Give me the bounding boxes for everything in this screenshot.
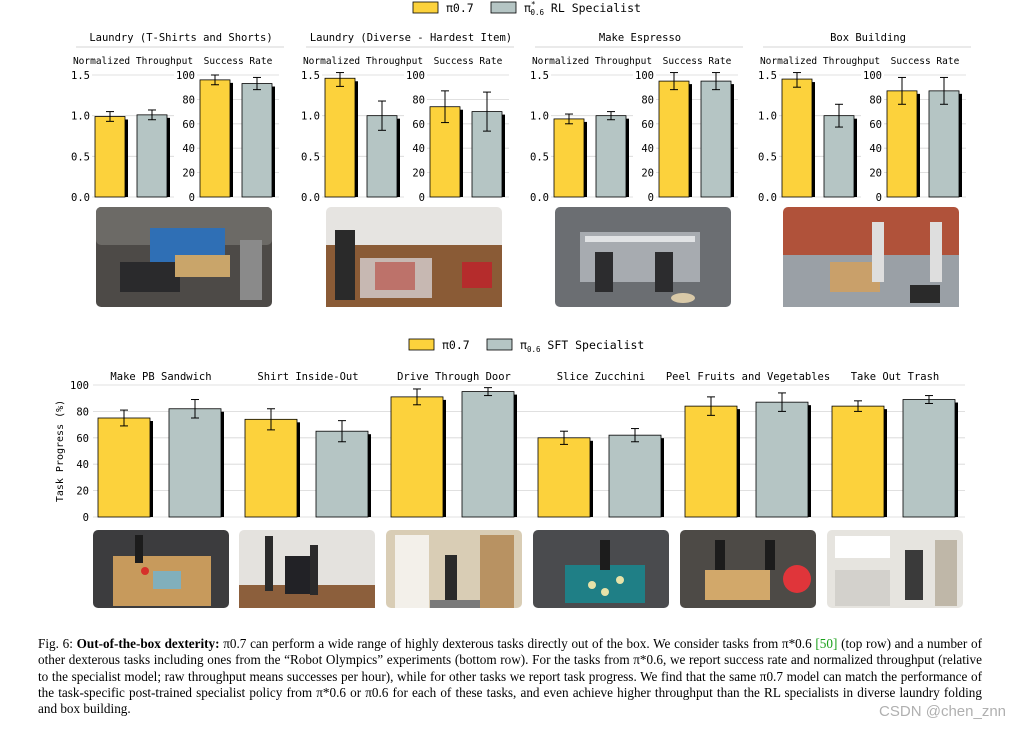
task-bar-3-0 [538,438,590,517]
task-bar-2-1 [462,392,514,517]
tick-label: 0 [82,512,89,524]
task-bar-5-1 [903,400,955,517]
bar-2-1-0 [659,81,689,197]
task-bar-3-1 [609,435,661,517]
tick-label: 1.0 [530,110,549,123]
bar-1-0-0 [325,78,355,197]
photo-box-building [783,207,959,307]
tick-label: 100 [406,70,425,82]
bottom-legend [409,338,644,354]
photo-laundry-tshirts [96,207,272,307]
subplot-label-0-0: Normalized Throughput [72,56,194,67]
task-title-4: Peel Fruits and Vegetables [665,371,831,383]
chart-title-0: Laundry (T-Shirts and Shorts) [89,32,273,44]
tick-label: 100 [863,70,882,82]
tick-label: 60 [76,432,89,445]
tick-label: 1.0 [758,110,777,123]
tick-label: 1.0 [301,110,320,123]
subplot-label-3-0: Normalized Throughput [759,56,881,67]
tick-label: 0.0 [758,192,777,204]
caption-title: Out-of-the-box dexterity: [76,636,220,651]
tick-label: 80 [641,94,654,107]
caption-fig-label: Fig. 6: [38,636,73,651]
bar-0-1-1 [242,84,272,197]
legend-label-pi07-bottom: π0.7 [442,338,470,352]
tick-label: 0.5 [758,151,777,164]
tick-label: 0.0 [71,192,90,204]
chart-title-2: Make Espresso [598,32,682,44]
photo-make-pb-sandwich [93,530,229,608]
tick-label: 1.0 [71,110,90,123]
photo-slice-zucchini [533,530,669,608]
tick-label: 1.5 [758,70,777,82]
chart-title-1: Laundry (Diverse - Hardest Item) [309,32,513,44]
legend-label-rl-specialist: π* 0.6 RL Specialist [524,0,641,17]
tick-label: 1.5 [530,70,549,82]
caption-text-2: (top row) and a number of other dexterous tasks including ones from the “Robot Olympics” experiments (bottom row). For the tasks from π*0.6, we report success rate and normalized throughput (relative to the specialist model; raw throughput means successes per hour), while for other tasks we report task progress. We find that the same π0.7 model can match the performance of the task-specific post-trained specialist policy from π*0.6 or π0.6 for each of these tasks, and even achieve higher throughput than the RL specialists in diverse laundry folding and box building. [38,636,983,717]
subplot-label-2-0: Normalized Throughput [531,56,653,67]
subplot-label-3-1: Success Rate [890,56,960,67]
tick-label: 0 [418,192,425,204]
tick-label: 0.5 [530,151,549,164]
task-bar-2-0 [391,397,443,517]
legend-swatch-rl-specialist [491,2,516,13]
tick-label: 100 [70,380,89,392]
legend-swatch-pi07-bottom [409,339,434,350]
tick-label: 0.0 [530,192,549,204]
photo-laundry-diverse [326,207,502,307]
tick-label: 1.5 [71,70,90,82]
bar-2-1-1 [701,81,731,197]
photo-take-out-trash [827,530,963,608]
task-bar-0-0 [98,418,150,517]
task-title-3: Slice Zucchini [556,371,646,383]
task-title-2: Drive Through Door [397,371,511,383]
tick-label: 40 [412,143,425,156]
photo-make-espresso [555,207,731,307]
tick-label: 40 [182,143,195,156]
tick-label: 0 [188,192,195,204]
tick-label: 0.5 [71,151,90,164]
task-title-5: Take Out Trash [850,371,940,383]
tick-label: 20 [641,167,654,180]
bar-3-0-0 [782,79,812,197]
task-bar-5-0 [832,406,884,517]
photo-peel-fruits [680,530,816,608]
photo-shirt-inside-out [239,530,375,608]
task-title-0: Make PB Sandwich [110,371,212,383]
tick-label: 100 [176,70,195,82]
subplot-label-2-1: Success Rate [662,56,732,67]
tick-label: 20 [76,485,89,498]
subplot-label-1-1: Success Rate [433,56,503,67]
task-bar-0-1 [169,409,221,517]
bar-3-1-1 [929,91,959,197]
subplot-label-1-0: Normalized Throughput [302,56,424,67]
caption-text-1: π0.7 can perform a wide range of highly dexterous tasks directly out of the box. We consider tasks from π*0.6 [219,636,816,651]
bar-3-1-0 [887,91,917,197]
tick-label: 60 [641,118,654,131]
legend-label-pi07: π0.7 [446,1,474,15]
tick-label: 80 [869,94,882,107]
task-bar-4-0 [685,406,737,517]
tick-label: 40 [869,143,882,156]
chart-title-3: Box Building [830,32,906,44]
tick-label: 40 [76,459,89,472]
tick-label: 0 [875,192,882,204]
figure-caption [38,636,982,717]
tick-label: 60 [869,118,882,131]
tick-label: 0.5 [301,151,320,164]
caption-citation[interactable]: [50] [815,636,838,651]
bar-2-0-1 [596,116,626,197]
tick-label: 80 [412,94,425,107]
bar-0-0-1 [137,115,167,197]
tick-label: 80 [182,94,195,107]
tick-label: 60 [182,118,195,131]
tick-label: 20 [869,167,882,180]
subplot-label-0-1: Success Rate [203,56,273,67]
task-title-1: Shirt Inside-Out [257,371,359,383]
tick-label: 100 [635,70,654,82]
tick-label: 1.5 [301,70,320,82]
y-axis-label: Task Progress (%) [55,399,66,503]
legend-label-sft-specialist: $\pi_{0.6}$ SFT Specialist [520,338,645,354]
photo-drive-through-door [386,530,522,608]
top-legend [413,0,641,17]
bar-3-0-1 [824,116,854,197]
tick-label: 20 [182,167,195,180]
legend-swatch-pi07 [413,2,438,13]
bar-2-0-0 [554,119,584,197]
tick-label: 40 [641,143,654,156]
legend-swatch-sft-specialist [487,339,512,350]
tick-label: 60 [412,118,425,131]
task-bar-4-1 [756,402,808,517]
task-bar-1-0 [245,419,297,517]
tick-label: 0 [647,192,654,204]
tick-label: 20 [412,167,425,180]
task-bar-1-1 [316,431,368,517]
watermark: CSDN @chen_znn [879,703,1006,720]
bar-0-1-0 [200,80,230,197]
bar-0-0-0 [95,116,125,197]
tick-label: 0.0 [301,192,320,204]
tick-label: 80 [76,406,89,419]
